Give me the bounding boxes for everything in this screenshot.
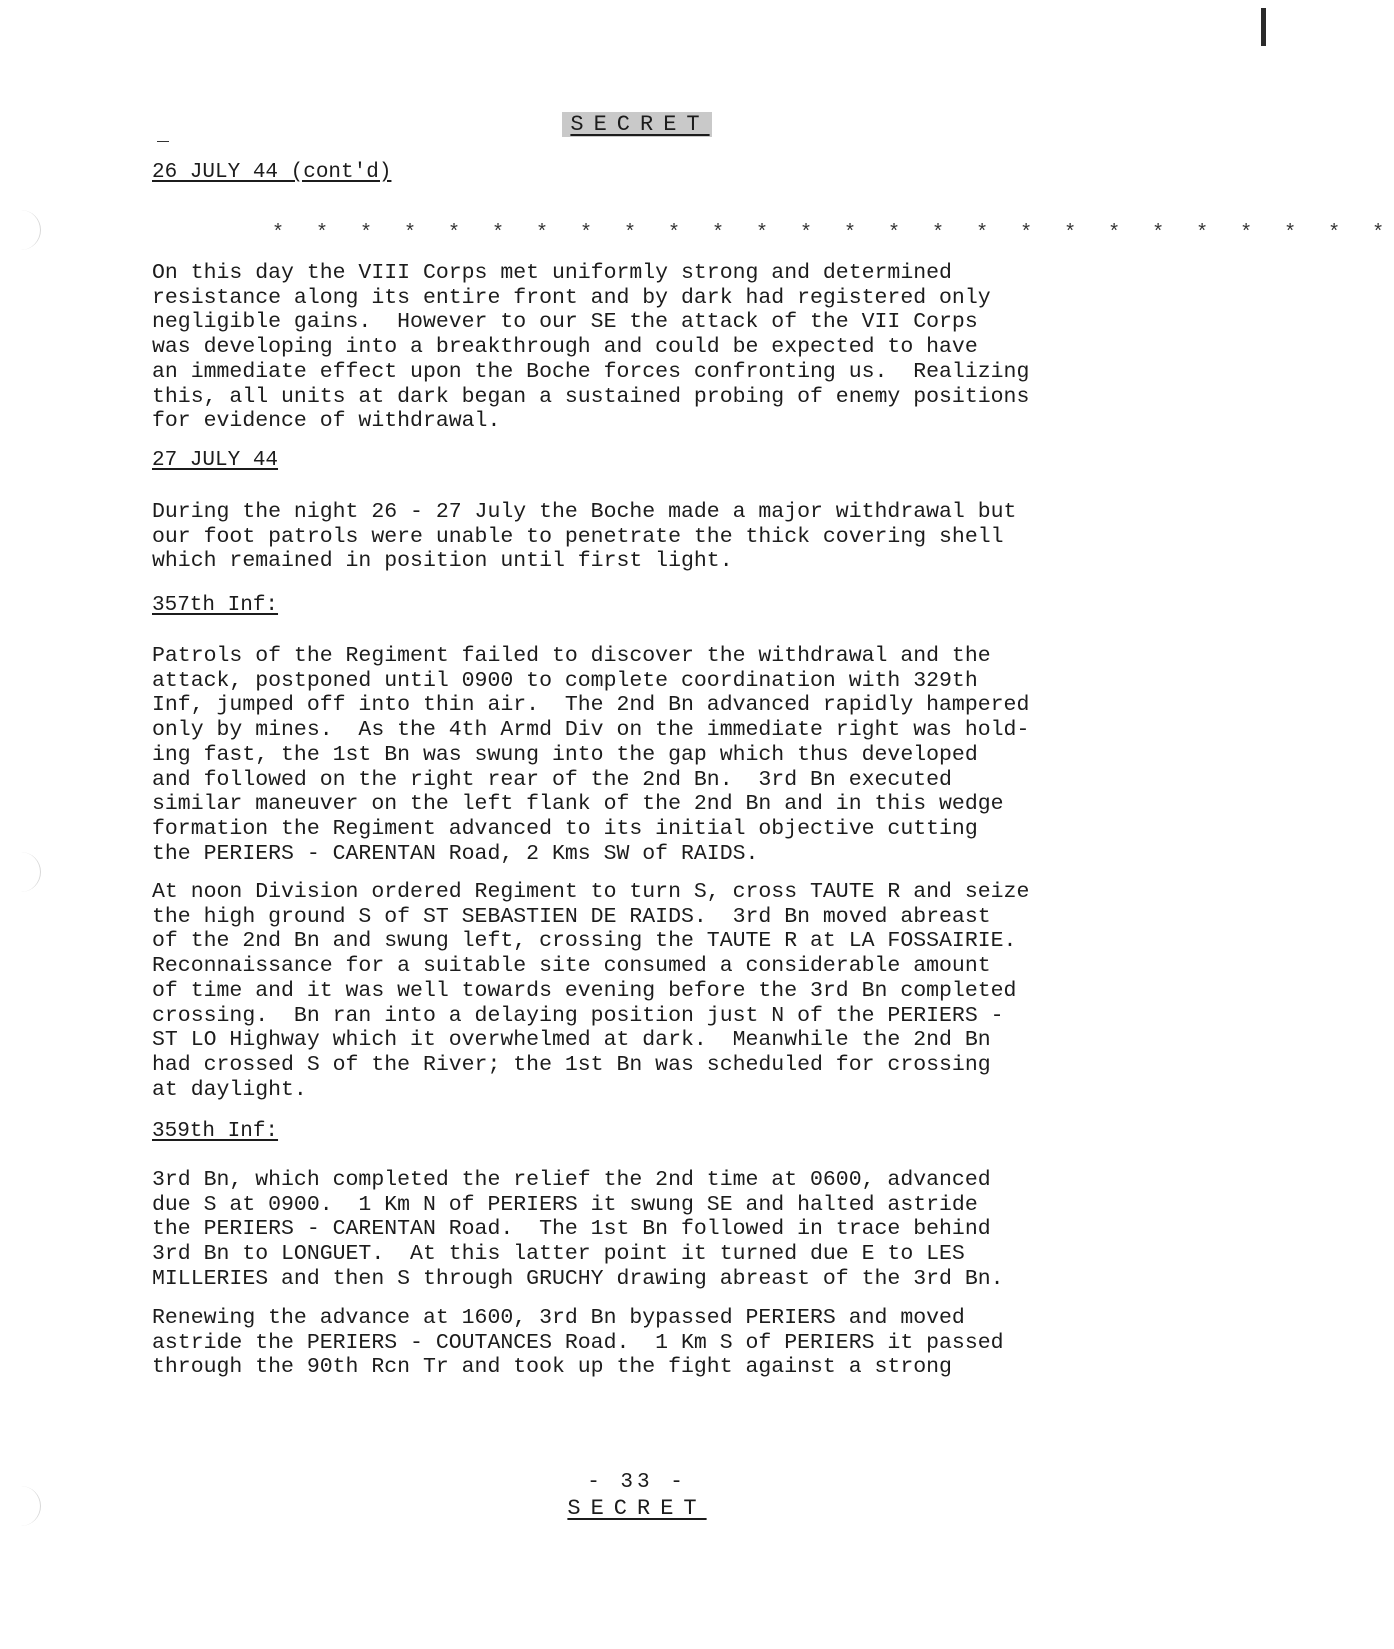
paragraph-357th-noon: At noon Division ordered Regiment to turn S, cross TAUTE R and seize the high ground S of ST SEBASTIEN DE RAIDS. 3rd Bn moved abreast of the 2nd Bn and swung left, crossing the TAUTE R at LA FOSSAIRIE. Reconnaissance for a suitable site consumed a considerable amount of time and it was well towards evening before the 3rd Bn completed crossing. Bn ran into a delaying position just N of the PERIERS - ST LO Highway which it overwhelmed at dark. Meanwhile the 2nd Bn had crossed S of the River; the 1st Bn was scheduled for crossing at daylight.: [152, 880, 1030, 1102]
paragraph-357th-advance: Patrols of the Regiment failed to discover the withdrawal and the attack, postponed until 0900 to complete coordination with 329th Inf, jumped off into thin air. The 2nd Bn advanced rapidly hampered only by mines. As the 4th Armd Div on the immediate right was hold- ing fast, the 1st Bn was swung into the gap which thus developed and followed on the right rear of the 2nd Bn. 3rd Bn executed similar maneuver on the left flank of the 2nd Bn and in this wedge formation the Regiment advanced to its initial objective cutting the PERIERS - CARENTAN Road, 2 Kms SW of RAIDS.: [152, 644, 1030, 866]
classification-stamp-bottom: SECRET: [567, 1496, 707, 1521]
asterisk-divider: * * * * * * * * * * * * * * * * * * * * * * * * * *: [272, 222, 1394, 245]
punch-hole-mark: [0, 210, 41, 250]
stray-mark: [157, 141, 169, 142]
unit-heading-357th: 357th Inf:: [152, 594, 279, 617]
paragraph-27-july: During the night 26 - 27 July the Boche made a major withdrawal but our foot patrols were unable to penetrate the thick covering shell which remained in position until first light.: [152, 500, 1017, 574]
classification-stamp-top: SECRET: [0, 112, 1274, 137]
date-heading-27-july: 27 JULY 44: [152, 449, 279, 472]
page-number: - 33 -: [587, 1471, 687, 1494]
date-heading-26-july: 26 JULY 44 (cont'd): [152, 161, 392, 184]
punch-hole-mark: [0, 852, 41, 892]
page-edge-mark: [1261, 8, 1266, 46]
paragraph-26-july: On this day the VIII Corps met uniformly strong and determined resistance along its entire front and by dark had registered only negligible gains. However to our SE the attack of the VII Corps was developing into a breakthrough and could be expected to have an immediate effect upon the Boche forces confronting us. Realizing this, all units at dark began a sustained probing of enemy positions for evidence of withdrawal.: [152, 261, 1030, 434]
paragraph-359th-renewal: Renewing the advance at 1600, 3rd Bn bypassed PERIERS and moved astride the PERIERS - COUTANCES Road. 1 Km S of PERIERS it passed through the 90th Rcn Tr and took up the fight against a strong: [152, 1306, 1004, 1380]
paragraph-359th-relief: 3rd Bn, which completed the relief the 2nd time at 0600, advanced due S at 0900. 1 Km N of PERIERS it swung SE and halted astride the PERIERS - CARENTAN Road. The 1st Bn followed in trace behind 3rd Bn to LONGUET. At this latter point it turned due E to LES MILLERIES and then S through GRUCHY drawing abreast of the 3rd Bn.: [152, 1168, 1004, 1291]
unit-heading-359th: 359th Inf:: [152, 1120, 279, 1143]
